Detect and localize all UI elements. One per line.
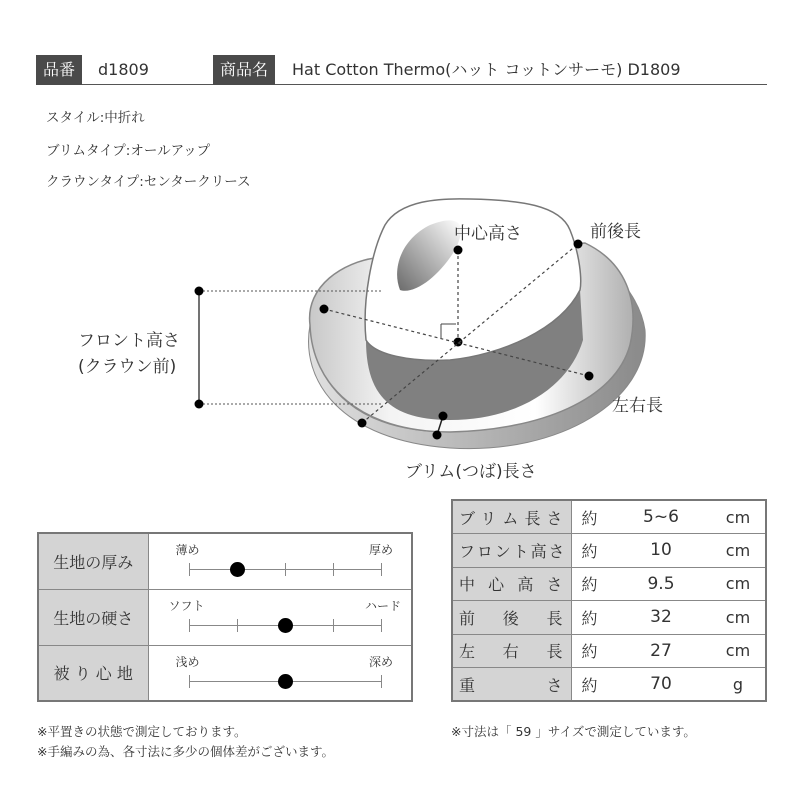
size-label: 前後長 [452, 601, 571, 635]
spec-crown-type: クラウンタイプ:センタークリース [46, 174, 251, 190]
scale-track [189, 681, 382, 682]
label-front-back: 前後長 [590, 222, 641, 242]
note-handknit: ※手編みの為、各寸法に多少の個体差がございます。 [37, 744, 334, 759]
scale-right: 深め [368, 654, 393, 669]
scale-left: 浅め [175, 654, 200, 669]
product-header [36, 55, 767, 85]
size-row-left-right [452, 634, 766, 668]
fabric-feel-table [37, 532, 413, 702]
product-name: Hat Cotton Thermo(ハット コットンサーモ) D1809 [292, 60, 681, 79]
note-size-measured: ※寸法は「 59 」サイズで測定しています。 [451, 724, 696, 739]
feel-row-fit [38, 645, 412, 701]
size-approx: 約 [571, 500, 611, 534]
note-flat-measure: ※平置きの状態で測定しております。 [37, 724, 247, 739]
feel-label: 被 り 心 地 [38, 645, 148, 701]
size-approx: 約 [571, 668, 611, 702]
feel-label: 生地の厚み [38, 533, 148, 589]
size-value: 5~6 [611, 500, 711, 534]
size-value: 27 [611, 634, 711, 668]
size-label: フロント高さ [452, 534, 571, 568]
size-value: 70 [611, 668, 711, 702]
label-front-height: フロント高さ [78, 331, 180, 351]
size-row-brim [452, 500, 766, 534]
size-label: 中心高さ [452, 567, 571, 601]
scale-marker [278, 674, 293, 689]
product-no: d1809 [98, 60, 149, 79]
size-label: 左右長 [452, 634, 571, 668]
size-value: 10 [611, 534, 711, 568]
size-value: 9.5 [611, 567, 711, 601]
product-name-tag: 商品名 [213, 55, 275, 85]
scale-right: 厚め [368, 543, 393, 557]
scale-left: 薄め [175, 543, 200, 557]
size-unit: g [711, 668, 766, 702]
feel-label: 生地の硬さ [38, 589, 148, 645]
label-front-height-sub: (クラウン前) [78, 357, 177, 377]
scale-left: ソフト [168, 598, 205, 613]
size-row-front-back [452, 601, 766, 635]
size-unit: cm [711, 634, 766, 668]
size-label: ブリム長さ [452, 500, 571, 534]
size-row-center-height [452, 567, 766, 601]
size-unit: cm [711, 601, 766, 635]
spec-brim-type: ブリムタイプ:オールアップ [46, 143, 211, 159]
label-left-right: 左右長 [612, 396, 663, 416]
size-approx: 約 [571, 634, 611, 668]
size-unit: cm [711, 567, 766, 601]
size-approx: 約 [571, 534, 611, 568]
size-approx: 約 [571, 567, 611, 601]
scale-marker [278, 618, 293, 633]
product-no-tag: 品番 [36, 55, 82, 85]
scale-track [189, 625, 382, 626]
label-brim-length: ブリム(つば)長さ [405, 462, 537, 482]
size-unit: cm [711, 500, 766, 534]
spec-style: スタイル:中折れ [46, 110, 145, 126]
size-approx: 約 [571, 601, 611, 635]
scale-marker [230, 562, 245, 577]
size-value: 32 [611, 601, 711, 635]
feel-row-stiffness [38, 589, 412, 645]
hat-measurement-diagram [0, 195, 800, 495]
feel-row-thickness [38, 533, 412, 589]
size-row-front-height [452, 534, 766, 568]
size-label: 重さ [452, 668, 571, 702]
scale-right: ハード [364, 598, 401, 613]
size-row-weight [452, 668, 766, 702]
size-table [451, 499, 767, 702]
label-center-height: 中心高さ [454, 224, 522, 244]
scale-track [189, 569, 382, 570]
size-unit: cm [711, 534, 766, 568]
